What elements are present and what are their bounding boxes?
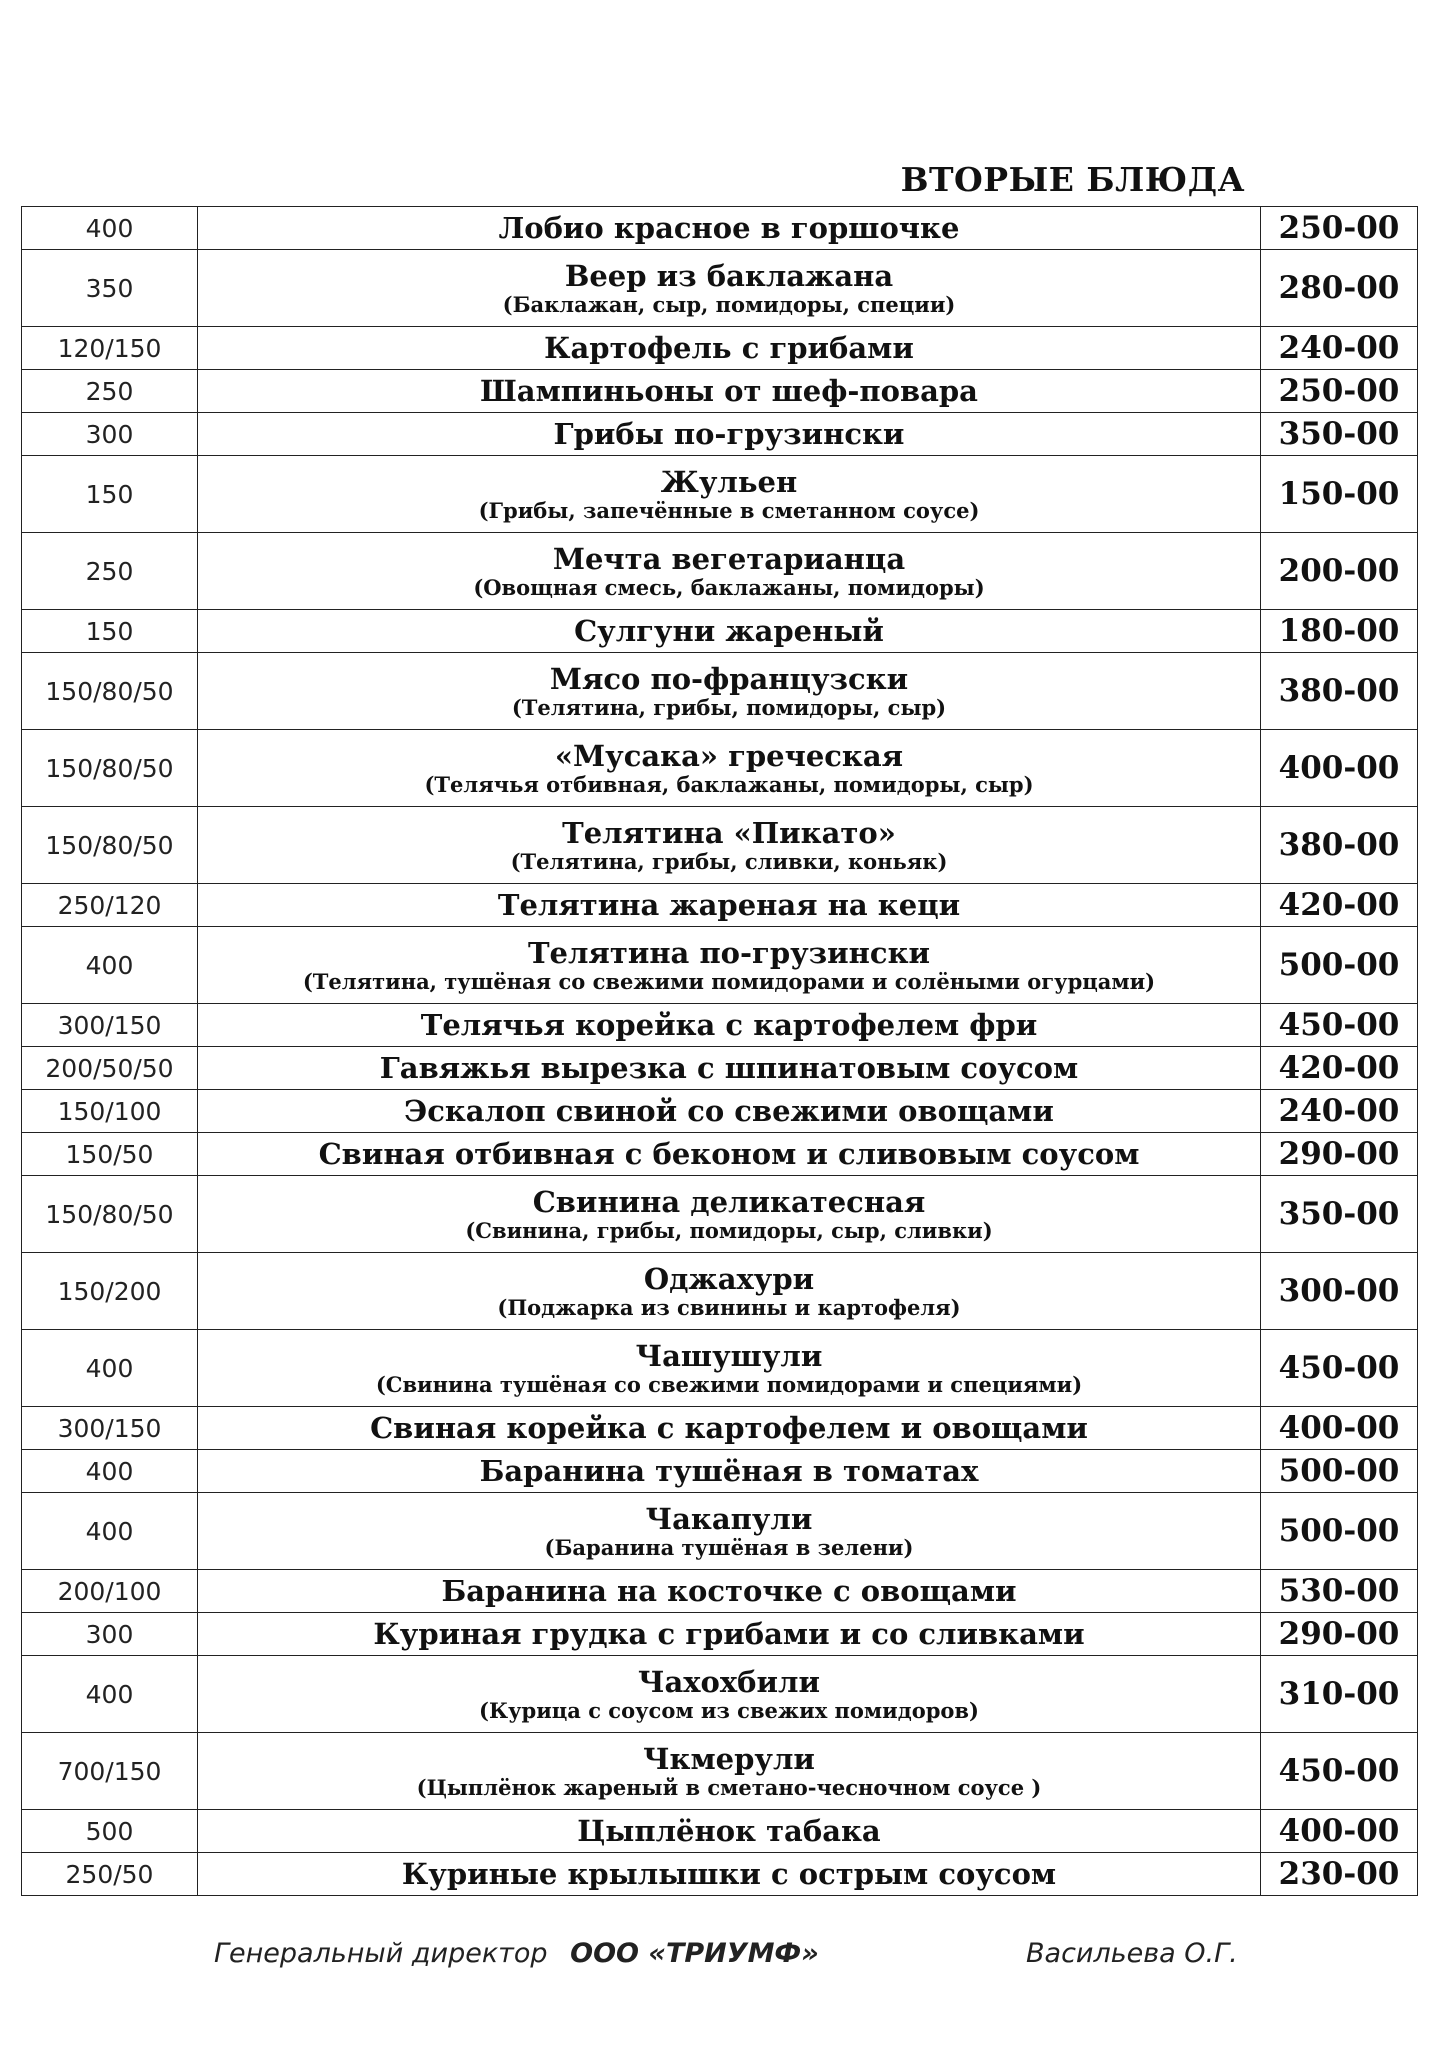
item-name-cell: [198, 413, 1261, 456]
item-description: (Телятина, грибы, помидоры, сыр): [511, 695, 947, 720]
item-name: Оджахури: [643, 1262, 815, 1296]
item-weight: 120/150: [22, 327, 198, 370]
item-name: Куриная грудка с грибами и со сливками: [373, 1617, 1085, 1651]
item-price: 400-00: [1261, 1407, 1418, 1450]
item-name-cell: [198, 730, 1261, 807]
item-weight: 400: [22, 207, 198, 250]
item-description: (Баклажан, сыр, помидоры, специи): [502, 292, 956, 317]
item-name: Цыплёнок табака: [577, 1814, 881, 1848]
item-name: Картофель с грибами: [544, 331, 914, 365]
menu-row: [22, 1133, 1418, 1176]
item-price: 290-00: [1261, 1133, 1418, 1176]
item-weight: 500: [22, 1810, 198, 1853]
item-name: Чахохбили: [637, 1665, 820, 1699]
item-name: «Мусака» греческая: [554, 739, 904, 773]
item-name-cell: [198, 1733, 1261, 1810]
item-name-cell: [198, 456, 1261, 533]
item-name: Сулгуни жареный: [574, 614, 884, 648]
item-name-cell: [198, 1253, 1261, 1330]
item-price: 150-00: [1261, 456, 1418, 533]
item-price: 400-00: [1261, 1810, 1418, 1853]
item-name-cell: [198, 1407, 1261, 1450]
item-name-cell: [198, 884, 1261, 927]
item-name-cell: [198, 1493, 1261, 1570]
menu-row: [22, 884, 1418, 927]
item-name-cell: [198, 653, 1261, 730]
item-price: 400-00: [1261, 730, 1418, 807]
item-weight: 400: [22, 927, 198, 1004]
item-description: (Свинина, грибы, помидоры, сыр, сливки): [465, 1218, 993, 1243]
item-name-cell: [198, 1450, 1261, 1493]
item-name-cell: [198, 927, 1261, 1004]
item-weight: 150/80/50: [22, 807, 198, 884]
item-price: 380-00: [1261, 807, 1418, 884]
item-name-cell: [198, 1133, 1261, 1176]
item-weight: 300/150: [22, 1407, 198, 1450]
item-name-cell: [198, 207, 1261, 250]
item-price: 250-00: [1261, 370, 1418, 413]
item-weight: 150/200: [22, 1253, 198, 1330]
item-name: Жульен: [660, 465, 798, 499]
menu-row: [22, 1613, 1418, 1656]
item-weight: 150: [22, 610, 198, 653]
item-name: Чакапули: [645, 1502, 813, 1536]
item-price: 530-00: [1261, 1570, 1418, 1613]
item-weight: 150/100: [22, 1090, 198, 1133]
item-price: 290-00: [1261, 1613, 1418, 1656]
menu-row: [22, 1407, 1418, 1450]
item-name-cell: [198, 1853, 1261, 1896]
item-price: 500-00: [1261, 927, 1418, 1004]
menu-row: [22, 730, 1418, 807]
item-name-cell: [198, 1570, 1261, 1613]
menu-row: [22, 370, 1418, 413]
item-price: 450-00: [1261, 1004, 1418, 1047]
item-price: 450-00: [1261, 1330, 1418, 1407]
item-name: Баранина на косточке с овощами: [441, 1574, 1017, 1608]
item-price: 350-00: [1261, 1176, 1418, 1253]
item-price: 350-00: [1261, 413, 1418, 456]
item-price: 240-00: [1261, 1090, 1418, 1133]
item-weight: 250: [22, 533, 198, 610]
item-weight: 350: [22, 250, 198, 327]
item-weight: 400: [22, 1656, 198, 1733]
item-weight: 200/50/50: [22, 1047, 198, 1090]
item-name-cell: [198, 1656, 1261, 1733]
item-name-cell: [198, 250, 1261, 327]
item-description: (Грибы, запечённые в сметанном соусе): [478, 498, 980, 523]
footer-company: ООО «ТРИУМФ»: [570, 1938, 819, 1969]
item-name: Телячья корейка с картофелем фри: [420, 1008, 1038, 1042]
item-description: (Телятина, тушёная со свежими помидорами и солёными огурцами): [302, 969, 1156, 994]
item-weight: 250/50: [22, 1853, 198, 1896]
item-weight: 200/100: [22, 1570, 198, 1613]
menu-row: [22, 1853, 1418, 1896]
menu-row: [22, 1656, 1418, 1733]
menu-row: [22, 1176, 1418, 1253]
item-description: (Баранина тушёная в зелени): [544, 1535, 914, 1560]
item-weight: 300/150: [22, 1004, 198, 1047]
item-name-cell: [198, 1810, 1261, 1853]
section-heading: ВТОРЫЕ БЛЮДА: [900, 160, 1245, 199]
item-name-cell: [198, 610, 1261, 653]
menu-row: [22, 1090, 1418, 1133]
item-name-cell: [198, 1330, 1261, 1407]
item-name-cell: [198, 370, 1261, 413]
item-weight: 150/80/50: [22, 730, 198, 807]
item-price: 180-00: [1261, 610, 1418, 653]
footer-title: Генеральный директор: [214, 1938, 548, 1969]
menu-row: [22, 1570, 1418, 1613]
item-name: Шампиньоны от шеф-повара: [480, 374, 978, 408]
item-weight: 700/150: [22, 1733, 198, 1810]
item-price: 240-00: [1261, 327, 1418, 370]
menu-row: [22, 413, 1418, 456]
item-description: (Курица с соусом из свежих помидоров): [479, 1698, 979, 1723]
item-price: 230-00: [1261, 1853, 1418, 1896]
item-name: Мечта вегетарианца: [552, 542, 906, 576]
item-name: Куриные крылышки с острым соусом: [401, 1857, 1057, 1891]
item-name-cell: [198, 1090, 1261, 1133]
item-price: 250-00: [1261, 207, 1418, 250]
item-name: Чкмерули: [643, 1742, 815, 1776]
item-name: Телятина по-грузински: [527, 936, 931, 970]
item-name: Свинина деликатесная: [532, 1185, 926, 1219]
item-description: (Поджарка из свинины и картофеля): [497, 1295, 961, 1320]
item-name-cell: [198, 1004, 1261, 1047]
menu-row: [22, 533, 1418, 610]
item-name: Грибы по-грузински: [553, 417, 905, 451]
item-name: Лобио красное в горшочке: [498, 211, 960, 245]
item-weight: 400: [22, 1450, 198, 1493]
item-name: Гавяжья вырезка с шпинатовым соусом: [379, 1051, 1079, 1085]
item-name-cell: [198, 1613, 1261, 1656]
menu-row: [22, 1450, 1418, 1493]
item-name: Баранина тушёная в томатах: [479, 1454, 979, 1488]
item-price: 450-00: [1261, 1733, 1418, 1810]
item-name-cell: [198, 807, 1261, 884]
item-description: (Свинина тушёная со свежими помидорами и специями): [375, 1372, 1083, 1397]
item-name-cell: [198, 533, 1261, 610]
item-description: (Овощная смесь, баклажаны, помидоры): [473, 575, 985, 600]
item-weight: 150: [22, 456, 198, 533]
item-name-cell: [198, 1176, 1261, 1253]
item-weight: 250/120: [22, 884, 198, 927]
item-price: 200-00: [1261, 533, 1418, 610]
item-name: Свиная отбивная с беконом и сливовым соусом: [318, 1137, 1140, 1171]
menu-row: [22, 250, 1418, 327]
item-name-cell: [198, 1047, 1261, 1090]
item-description: (Цыплёнок жареный в сметано-чесночном соусе ): [416, 1775, 1042, 1800]
menu-row: [22, 1733, 1418, 1810]
item-weight: 300: [22, 413, 198, 456]
menu-row: [22, 207, 1418, 250]
item-name: Веер из баклажана: [564, 259, 894, 293]
item-price: 500-00: [1261, 1450, 1418, 1493]
item-weight: 150/50: [22, 1133, 198, 1176]
menu-row: [22, 653, 1418, 730]
item-weight: 400: [22, 1330, 198, 1407]
menu-row: [22, 807, 1418, 884]
item-price: 280-00: [1261, 250, 1418, 327]
item-name: Свиная корейка с картофелем и овощами: [370, 1411, 1088, 1445]
menu-row: [22, 927, 1418, 1004]
menu-row: [22, 610, 1418, 653]
footer-signatory: Васильева О.Г.: [1026, 1938, 1238, 1969]
item-name: Эскалоп свиной со свежими овощами: [404, 1094, 1054, 1128]
item-weight: 300: [22, 1613, 198, 1656]
item-name: Чашушули: [635, 1339, 823, 1373]
menu-row: [22, 1810, 1418, 1853]
item-name-cell: [198, 327, 1261, 370]
item-description: (Телятина, грибы, сливки, коньяк): [510, 849, 948, 874]
item-description: (Телячья отбивная, баклажаны, помидоры, сыр): [424, 772, 1034, 797]
menu-row: [22, 1047, 1418, 1090]
menu-table: [21, 206, 1418, 1896]
menu-row: [22, 456, 1418, 533]
item-name: Телятина «Пикато»: [562, 816, 896, 850]
item-weight: 150/80/50: [22, 653, 198, 730]
item-price: 420-00: [1261, 884, 1418, 927]
menu-row: [22, 1493, 1418, 1570]
item-price: 500-00: [1261, 1493, 1418, 1570]
item-weight: 150/80/50: [22, 1176, 198, 1253]
item-price: 380-00: [1261, 653, 1418, 730]
menu-row: [22, 1330, 1418, 1407]
item-price: 420-00: [1261, 1047, 1418, 1090]
menu-row: [22, 1004, 1418, 1047]
item-name: Мясо по-французски: [549, 662, 909, 696]
menu-row: [22, 327, 1418, 370]
item-price: 300-00: [1261, 1253, 1418, 1330]
item-name: Телятина жареная на кеци: [497, 888, 961, 922]
item-weight: 400: [22, 1493, 198, 1570]
item-price: 310-00: [1261, 1656, 1418, 1733]
footer-signature-line: [214, 1938, 819, 1969]
item-weight: 250: [22, 370, 198, 413]
menu-table-body: [22, 207, 1418, 1896]
menu-row: [22, 1253, 1418, 1330]
